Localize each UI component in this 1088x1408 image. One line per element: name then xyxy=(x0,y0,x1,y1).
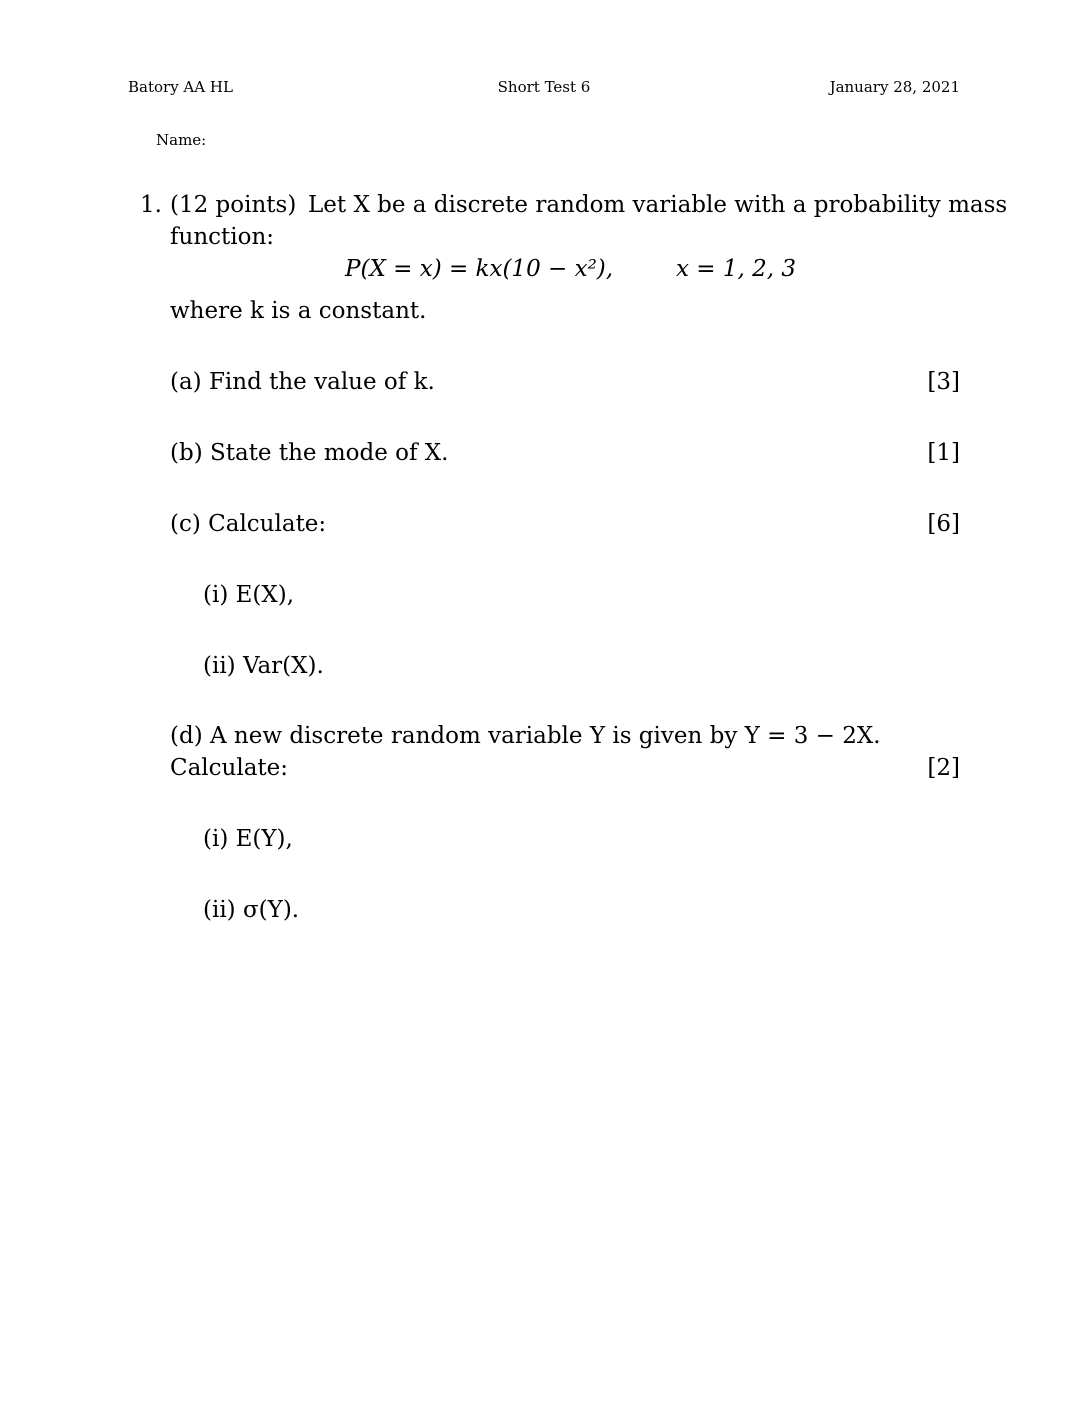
part-c-ii: (ii) Var(X). xyxy=(203,653,324,679)
part-d-ii: (ii) σ(Y). xyxy=(203,897,300,923)
part-c-mark: [6] xyxy=(927,511,960,537)
part-d-mark: [2] xyxy=(927,755,960,781)
part-b-mark: [1] xyxy=(927,440,960,466)
part-d-i: (i) E(Y), xyxy=(203,826,293,852)
pmf-domain: x = 1, 2, 3 xyxy=(676,256,797,282)
part-d-text-line2: Calculate: xyxy=(170,755,289,781)
question-points: (12 points) xyxy=(170,192,297,218)
part-d-text-line1: (d) A new discrete random variable Y is given by Y = 3 − 2X. xyxy=(170,723,881,749)
header-date: January 28, 2021 xyxy=(829,78,960,96)
name-label: Name: xyxy=(156,131,207,149)
pmf-formula: P(X = x) = kx(10 − x²), xyxy=(345,256,614,282)
question-intro-line2: function: xyxy=(170,224,275,250)
part-c-i: (i) E(X), xyxy=(203,582,295,608)
part-b-text: (b) State the mode of X. xyxy=(170,440,449,466)
part-a-mark: [3] xyxy=(927,369,960,395)
part-a-text: (a) Find the value of k. xyxy=(170,369,435,395)
part-c-text: (c) Calculate: xyxy=(170,511,327,537)
header-course: Batory AA HL xyxy=(128,78,233,96)
header-test-title: Short Test 6 xyxy=(497,78,591,96)
constant-note: where k is a constant. xyxy=(170,298,427,324)
question-intro-line1: Let X be a discrete random variable with a probability mass xyxy=(308,192,1008,218)
question-number: 1. xyxy=(140,192,162,218)
